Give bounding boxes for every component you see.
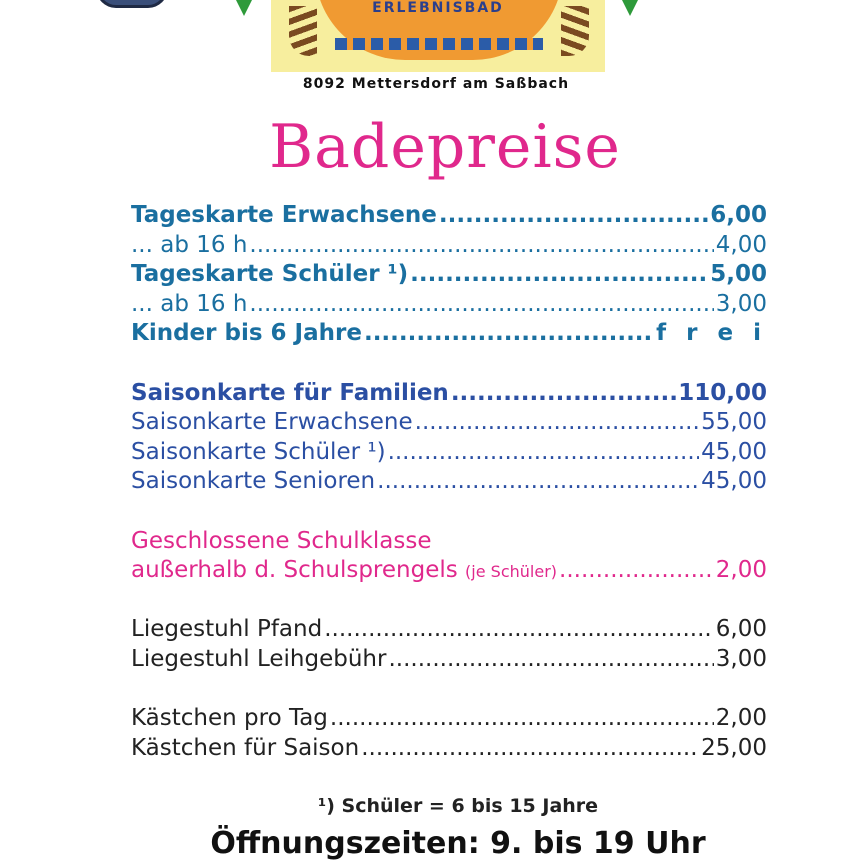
spacer [131, 350, 767, 380]
price-row [131, 380, 767, 410]
price-row [131, 735, 767, 765]
price-row [131, 557, 767, 587]
dot-leader [249, 291, 713, 317]
dot-leader [451, 380, 676, 406]
dot-leader [377, 468, 699, 494]
price-value: 110,00 [678, 379, 767, 406]
price-value: 3,00 [715, 645, 767, 672]
crest-icon [96, 0, 168, 8]
dot-leader [439, 202, 708, 228]
price-row [131, 409, 767, 439]
page-title: Badepreise [269, 112, 621, 182]
price-label: Saisonkarte Schüler ¹) [131, 438, 386, 465]
dot-leader [324, 616, 714, 642]
price-value: 2,00 [715, 705, 767, 732]
palm-leaf-icon [622, 0, 638, 16]
spacer [131, 498, 767, 528]
price-value: 3,00 [715, 290, 767, 317]
dot-leader [249, 232, 713, 258]
address: 8092 Mettersdorf am Saßbach [302, 76, 570, 92]
price-label: ... ab 16 h [131, 231, 248, 258]
spacer [131, 676, 767, 706]
price-row [131, 202, 767, 232]
price-value: 4,00 [715, 231, 767, 258]
wave-pattern [335, 38, 543, 50]
price-row [131, 646, 767, 676]
price-value: 2,00 [715, 557, 767, 584]
price-row [131, 261, 767, 291]
dot-leader [361, 735, 699, 761]
opening-hours: Öffnungszeiten: 9. bis 19 Uhr [210, 826, 706, 861]
price-label: ... ab 16 h [131, 290, 248, 317]
price-value: 45,00 [701, 438, 767, 465]
dot-leader [410, 261, 708, 287]
price-label: Saisonkarte Erwachsene [131, 409, 413, 436]
logo-word: ERLEBNISBAD [372, 0, 504, 16]
price-row [131, 705, 767, 735]
price-label: Geschlossene Schulklasse [131, 527, 432, 554]
price-label: Kinder bis 6 Jahre [131, 320, 362, 347]
dot-leader [330, 705, 714, 731]
footnote: ¹) Schüler = 6 bis 15 Jahre [317, 795, 599, 817]
price-label: Saisonkarte Senioren [131, 468, 376, 495]
price-row [131, 232, 767, 262]
price-list [131, 202, 767, 764]
price-label: Kästchen pro Tag [131, 705, 328, 732]
price-label: Saisonkarte für Familien [131, 379, 449, 406]
price-label [131, 557, 557, 583]
price-row [131, 291, 767, 321]
dot-leader [388, 646, 713, 672]
price-value: 25,00 [701, 734, 767, 761]
price-value: f r e i [656, 320, 767, 347]
dot-leader [559, 557, 714, 583]
price-label: Kästchen für Saison [131, 734, 360, 761]
price-note: (je Schüler) [465, 562, 558, 582]
price-value: 5,00 [710, 261, 767, 288]
price-value: 45,00 [701, 468, 767, 495]
price-row [131, 468, 767, 498]
price-label: Liegestuhl Leihgebühr [131, 645, 387, 672]
dot-leader [364, 320, 654, 346]
spacer [131, 587, 767, 617]
price-row [131, 616, 767, 646]
price-row [131, 439, 767, 469]
price-label: Liegestuhl Pfand [131, 616, 323, 643]
price-value: 55,00 [701, 409, 767, 436]
price-value: 6,00 [715, 616, 767, 643]
price-row [131, 528, 767, 558]
price-row [131, 320, 767, 350]
dot-leader [415, 409, 700, 435]
price-label: Tageskarte Schüler ¹) [131, 261, 409, 288]
logo [271, 0, 605, 72]
price-label: Tageskarte Erwachsene [131, 202, 437, 228]
price-label-text: außerhalb d. Schulsprengels [131, 557, 466, 584]
dot-leader [388, 439, 700, 465]
price-value: 6,00 [710, 202, 767, 228]
palm-leaf-icon [236, 0, 252, 16]
